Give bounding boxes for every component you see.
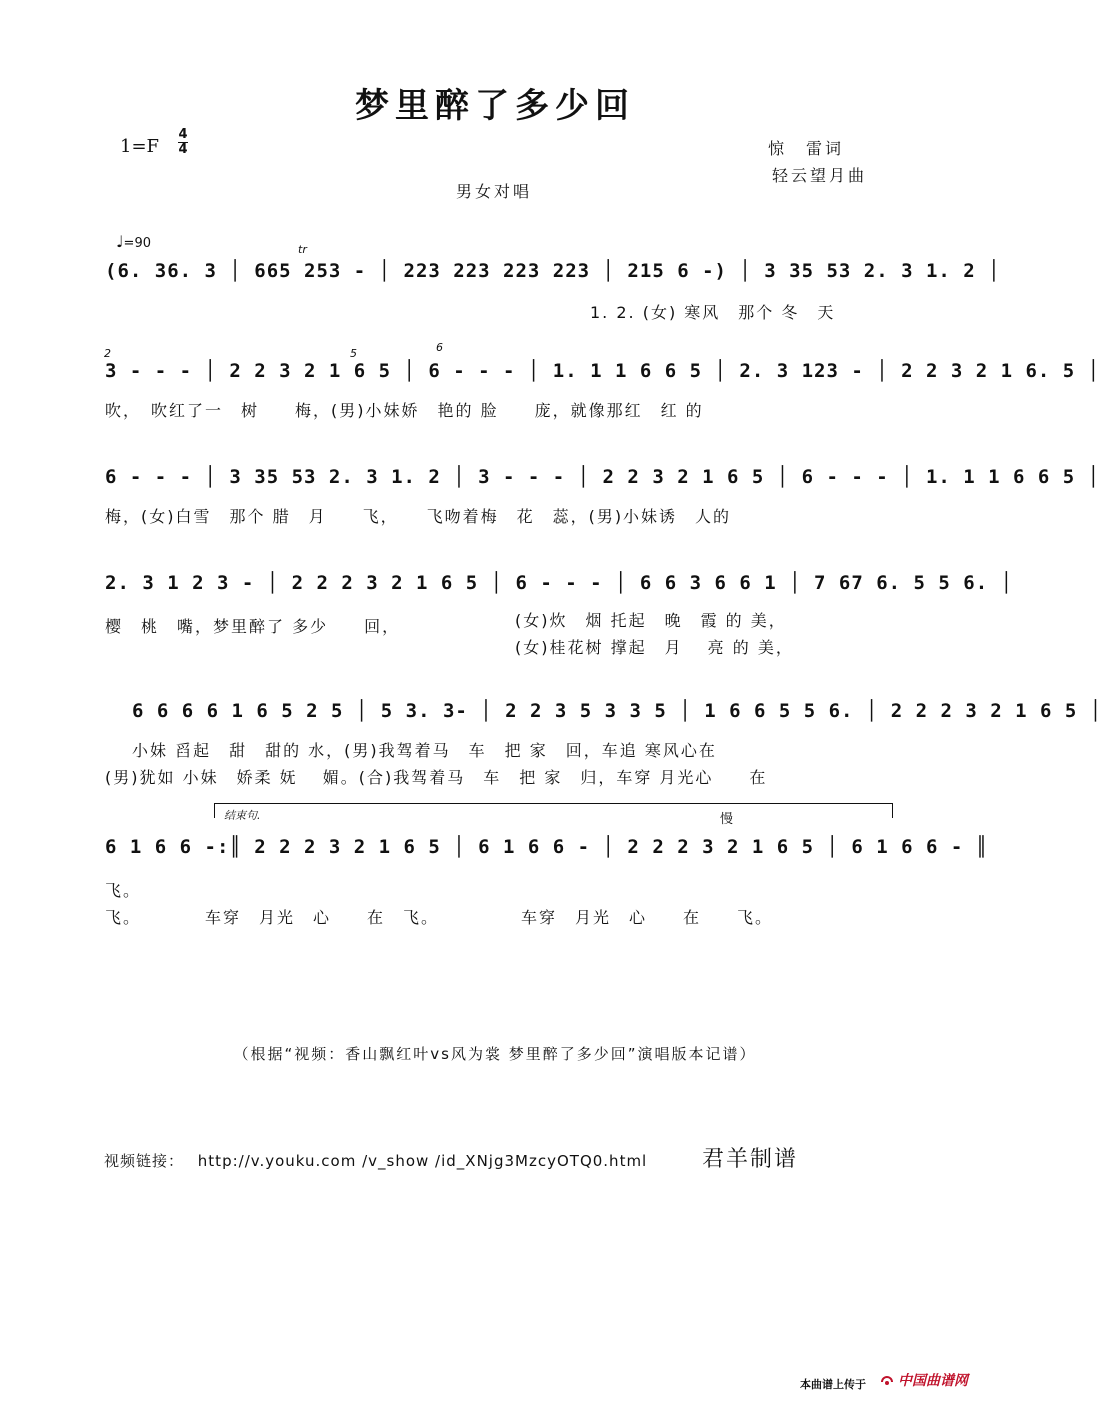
video-link-label: 视频链接：: [104, 1152, 185, 1170]
time-signature-top: 4: [178, 127, 188, 142]
system-4-notes: 2. 3 1 2 3 - │ 2 2 2 3 2 1 6 5 │ 6 - - - │ 6 6 3 6 6 1 │ 7 67 6. 5 5 6. │: [105, 572, 1014, 594]
ending-bracket: [214, 803, 893, 818]
system-5-lyrics-verse1: 小妹 舀起 甜 甜的 水，(男)我驾着马 车 把 家 回，车追 寒风心在: [132, 741, 717, 760]
brand-name[interactable]: 中国曲谱网: [898, 1373, 968, 1389]
video-link-url[interactable]: http://v.youku.com /v_show /id_XNjg3MzcyOTQ0.html: [197, 1152, 648, 1170]
upload-text: 本曲谱上传于: [800, 1378, 866, 1391]
transcriber-signature: 君羊制谱: [702, 1147, 799, 1172]
time-signature-bottom: 4: [178, 142, 188, 157]
system-4-lyrics-verse2: (女)桂花树 撑起 月 亮 的 美，: [515, 638, 794, 657]
system-5-lyrics-verse2: (男)犹如 小妹 娇柔 妩 媚。(合)我驾着马 车 把 家 归，车穿 月光心 在: [105, 768, 768, 787]
time-signature: [178, 128, 188, 157]
brand-logo-icon: [880, 1376, 894, 1388]
score-title: 梦里醉了多少回: [355, 86, 635, 126]
volta-marker-6: 6: [436, 341, 443, 354]
source-note: （根据“视频：香山飘红叶vs风为裳 梦里醉了多少回”演唱版本记谱）: [233, 1045, 757, 1063]
trill-marker: tr: [298, 243, 307, 256]
system-2-notes: 3 - - - │ 2 2 3 2 1 6 5 │ 6 - - - │ 1. 1 1 6 6 5 │ 2. 3 123 - │ 2 2 3 2 1 6. 5 │: [105, 360, 1101, 382]
system-1-notes: (6. 36. 3 │ 665 253 - │ 223 223 223 223 │ 215 6 -) │ 3 35 53 2. 3 1. 2 │: [105, 260, 1001, 282]
lyricist-credit: 惊 雷词: [768, 139, 845, 158]
composer-credit: 轻云望月曲: [772, 166, 868, 185]
system-6-lyrics-verse2: 飞。 车穿 月光 心 在 飞。 车穿 月光 心 在 飞。: [105, 908, 774, 927]
system-3-notes: 6 - - - │ 3 35 53 2. 3 1. 2 │ 3 - - - │ 2 2 3 2 1 6 5 │ 6 - - - │ 1. 1 1 6 6 5 │: [105, 466, 1101, 488]
system-6-lyrics-verse1: 飞。: [105, 881, 142, 900]
volta-marker-2: 2: [104, 347, 111, 360]
system-1-lyrics: 1. 2. (女) 寒风 那个 冬 天: [590, 303, 836, 322]
system-4-lyrics-main: 樱 桃 嘴，梦里醉了 多少 回，: [105, 617, 401, 636]
system-3-lyrics: 梅，(女)白雪 那个 腊 月 飞， 飞吻着梅 花 蕊，(男)小妹诱 人的: [105, 507, 732, 526]
tempo-marking: [116, 232, 151, 251]
system-6-notes: 6 1 6 6 -:║ 2 2 2 3 2 1 6 5 │ 6 1 6 6 - │ 2 2 2 3 2 1 6 5 │ 6 1 6 6 - ║: [105, 836, 989, 858]
ending-marker: 结束句.: [224, 809, 261, 822]
quarter-note-icon: ♩: [116, 232, 124, 251]
volta-marker-5: 5: [350, 347, 357, 360]
video-link: [104, 1150, 647, 1171]
system-2-lyrics: 吹， 吹红了一 树 梅，(男)小妹娇 艳的 脸 庞，就像那红 红 的: [105, 401, 704, 420]
key-signature: 1=F: [120, 136, 160, 157]
slow-marker: 慢: [720, 812, 734, 827]
system-5-notes: 6 6 6 6 1 6 5 2 5 │ 5 3. 3- │ 2 2 3 5 3 3 5 │ 1 6 6 5 5 6. │ 2 2 2 3 2 1 6 5 │: [132, 700, 1102, 722]
tempo-value: =90: [123, 236, 151, 251]
performance-type: 男女对唱: [456, 182, 533, 201]
system-4-lyrics-verse1: (女)炊 烟 托起 晚 霞 的 美，: [515, 611, 787, 630]
